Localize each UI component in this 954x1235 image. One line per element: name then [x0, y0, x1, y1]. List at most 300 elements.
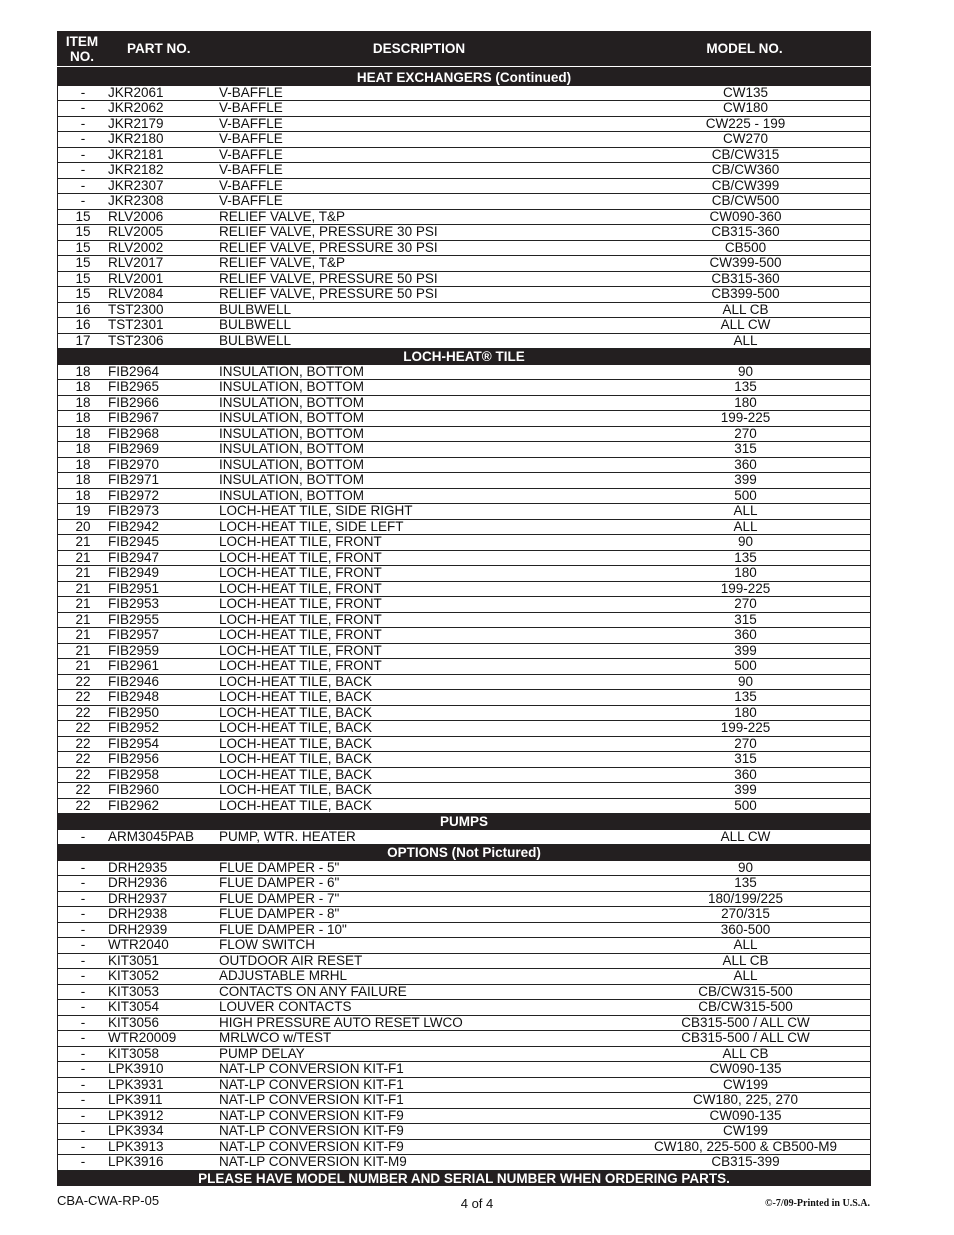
table-row [58, 442, 870, 458]
table-row [58, 628, 870, 644]
description-cell: NAT-LP CONVERSION KIT-F9 [219, 1138, 404, 1154]
part-no-cell: LPK3911 [108, 1092, 163, 1108]
item-no-cell: 18 [75, 379, 91, 395]
model-no-cell: 135 [734, 689, 757, 705]
table-row [58, 396, 870, 412]
item-no-cell: 15 [75, 239, 91, 255]
item-no-cell: - [80, 1138, 86, 1154]
model-no-cell: CW199 [722, 1076, 768, 1092]
part-no-cell: WTR20009 [108, 1030, 177, 1046]
description-cell: V-BAFFLE [219, 146, 283, 162]
description-cell: NAT-LP CONVERSION KIT-F1 [219, 1061, 404, 1077]
description-cell: RELIEF VALVE, PRESSURE 30 PSI [219, 239, 438, 255]
description-cell: LOCH-HEAT TILE, FRONT [219, 565, 382, 581]
model-no-cell: CB/CW360 [711, 162, 780, 178]
model-no-cell: CW090-135 [709, 1061, 782, 1077]
description-cell: V-BAFFLE [219, 115, 283, 131]
table-row [58, 907, 870, 923]
table-row [58, 954, 870, 970]
description-cell: LOCH-HEAT TILE, FRONT [219, 611, 382, 627]
part-no-cell: FIB2973 [108, 503, 160, 519]
part-no-cell: ARM3045PAB [108, 828, 195, 844]
model-no-cell: 360 [734, 766, 757, 782]
part-no-cell: LPK3910 [108, 1061, 164, 1077]
document-code: CBA-CWA-RP-05 [57, 1193, 160, 1208]
description-cell: NAT-LP CONVERSION KIT-F9 [219, 1107, 404, 1123]
item-no-cell: - [80, 952, 86, 968]
model-no-cell: CW199 [722, 1123, 768, 1139]
description-cell: RELIEF VALVE, PRESSURE 30 PSI [219, 224, 438, 240]
description-cell: FLUE DAMPER - 6" [219, 875, 340, 891]
model-no-cell: 399 [734, 782, 757, 798]
item-no-cell: - [80, 1076, 86, 1092]
item-no-cell: - [80, 859, 86, 875]
model-no-cell: 180 [734, 565, 757, 581]
description-cell: ADJUSTABLE MRHL [219, 968, 348, 984]
part-no-cell: JKR2180 [108, 131, 164, 147]
item-no-cell: - [80, 875, 86, 891]
table-row [58, 752, 870, 768]
table-row [58, 504, 870, 520]
item-no-cell: 15 [75, 286, 91, 302]
description-cell: LOCH-HEAT TILE, FRONT [219, 658, 382, 674]
table-row [58, 473, 870, 489]
model-no-cell: 270 [734, 425, 757, 441]
part-no-cell: LPK3931 [108, 1076, 164, 1092]
part-no-cell: FIB2964 [108, 363, 160, 379]
table-row [58, 861, 870, 877]
part-no-cell: FIB2967 [108, 410, 160, 426]
part-no-cell: FIB2959 [108, 642, 160, 658]
model-no-cell: 360 [734, 627, 757, 643]
item-no-cell: 22 [75, 782, 91, 798]
header-part-no: PART NO. [127, 41, 191, 56]
table-row [58, 938, 870, 954]
model-no-cell: 180 [734, 704, 757, 720]
table-row [58, 1047, 870, 1063]
description-cell: PUMP, WTR. HEATER [219, 828, 356, 844]
description-cell: V-BAFFLE [219, 177, 283, 193]
model-no-cell: ALL [733, 937, 758, 953]
part-no-cell: FIB2949 [108, 565, 160, 581]
part-no-cell: JKR2061 [108, 84, 164, 100]
item-no-cell: 15 [75, 224, 91, 240]
table-row [58, 659, 870, 675]
table-row [58, 597, 870, 613]
model-no-cell: 90 [737, 673, 754, 689]
model-no-cell: 135 [734, 379, 757, 395]
model-no-cell: CB/CW500 [711, 193, 780, 209]
model-no-cell: 360-500 [720, 921, 771, 937]
description-cell: NAT-LP CONVERSION KIT-M9 [219, 1154, 407, 1170]
part-no-cell: FIB2961 [108, 658, 160, 674]
item-no-cell: - [80, 1014, 86, 1030]
part-no-cell: JKR2182 [108, 162, 164, 178]
description-cell: LOCH-HEAT TILE, SIDE LEFT [219, 518, 404, 534]
description-cell: CONTACTS ON ANY FAILURE [219, 983, 407, 999]
description-cell: FLUE DAMPER - 10" [219, 921, 347, 937]
table-row [58, 179, 870, 195]
table-row [58, 566, 870, 582]
part-no-cell: TST2301 [108, 317, 164, 333]
description-cell: LOCH-HEAT TILE, BACK [219, 689, 373, 705]
description-cell: MRLWCO w/TEST [219, 1030, 332, 1046]
description-cell: V-BAFFLE [219, 131, 283, 147]
part-no-cell: RLV2002 [108, 239, 164, 255]
item-no-cell: - [80, 115, 86, 131]
part-no-cell: FIB2972 [108, 487, 160, 503]
item-no-cell: 22 [75, 673, 91, 689]
item-no-cell: 21 [75, 534, 91, 550]
description-cell: V-BAFFLE [219, 162, 283, 178]
part-no-cell: RLV2001 [108, 270, 164, 286]
item-no-cell: 22 [75, 766, 91, 782]
table-row [58, 876, 870, 892]
part-no-cell: FIB2966 [108, 394, 160, 410]
table-row [58, 489, 870, 505]
table-row [58, 101, 870, 117]
description-cell: LOCH-HEAT TILE, BACK [219, 797, 373, 813]
part-no-cell: FIB2946 [108, 673, 160, 689]
item-no-cell: 18 [75, 441, 91, 457]
part-no-cell: FIB2952 [108, 720, 160, 736]
table-row [58, 86, 870, 102]
model-no-cell: CB/CW315-500 [698, 999, 793, 1015]
part-no-cell: FIB2962 [108, 797, 160, 813]
model-no-cell: 399 [734, 642, 757, 658]
table-row [58, 241, 870, 257]
model-no-cell: 315 [734, 611, 757, 627]
item-no-cell: 15 [75, 270, 91, 286]
item-no-cell: - [80, 937, 86, 953]
item-no-cell: - [80, 146, 86, 162]
description-cell: OUTDOOR AIR RESET [219, 952, 363, 968]
model-no-cell: 135 [734, 875, 757, 891]
description-cell: INSULATION, BOTTOM [219, 394, 365, 410]
model-no-cell: 180 [734, 394, 757, 410]
part-no-cell: FIB2970 [108, 456, 160, 472]
description-cell: FLUE DAMPER - 8" [219, 906, 340, 922]
table-row [58, 706, 870, 722]
model-no-cell: CB315-360 [711, 270, 780, 286]
description-cell: RELIEF VALVE, PRESSURE 50 PSI [219, 286, 438, 302]
item-no-cell: 17 [75, 332, 91, 348]
model-no-cell: 270/315 [721, 906, 770, 922]
table-row [58, 799, 870, 815]
table-row [58, 427, 870, 443]
item-no-cell: - [80, 177, 86, 193]
part-no-cell: FIB2968 [108, 425, 160, 441]
table-row [58, 737, 870, 753]
model-no-cell: CW180, 225, 270 [692, 1092, 799, 1108]
table-row [58, 458, 870, 474]
description-cell: LOCH-HEAT TILE, FRONT [219, 596, 382, 612]
model-no-cell: 90 [737, 363, 754, 379]
item-no-cell: 16 [75, 317, 91, 333]
part-no-cell: JKR2307 [108, 177, 164, 193]
table-row [58, 551, 870, 567]
item-no-cell: - [80, 1123, 86, 1139]
description-cell: LOCH-HEAT TILE, BACK [219, 735, 373, 751]
model-no-cell: CW180 [722, 100, 768, 116]
part-no-cell: LPK3913 [108, 1138, 164, 1154]
description-cell: BULBWELL [219, 301, 292, 317]
table-row [58, 334, 870, 350]
description-cell: INSULATION, BOTTOM [219, 363, 365, 379]
table-row [58, 582, 870, 598]
model-no-cell: CB/CW399 [711, 177, 780, 193]
item-no-cell: 22 [75, 704, 91, 720]
table-row [58, 923, 870, 939]
table-row [58, 535, 870, 551]
model-no-cell: CW090-135 [709, 1107, 782, 1123]
item-no-cell: 22 [75, 735, 91, 751]
part-no-cell: JKR2308 [108, 193, 164, 209]
item-no-cell: - [80, 1154, 86, 1170]
item-no-cell: - [80, 131, 86, 147]
item-no-cell: 21 [75, 549, 91, 565]
table-row [58, 830, 870, 846]
item-no-cell: 21 [75, 627, 91, 643]
description-cell: LOCH-HEAT TILE, BACK [219, 766, 373, 782]
model-no-cell: ALL CB [722, 301, 769, 317]
table-row [58, 1155, 870, 1171]
part-no-cell: RLV2084 [108, 286, 164, 302]
model-no-cell: 90 [737, 859, 754, 875]
model-no-cell: 199-225 [720, 580, 771, 596]
description-cell: LOCH-HEAT TILE, BACK [219, 782, 373, 798]
item-no-cell: 18 [75, 487, 91, 503]
part-no-cell: FIB2942 [108, 518, 160, 534]
model-no-cell: CW135 [722, 84, 768, 100]
item-no-cell: 22 [75, 751, 91, 767]
item-no-cell: - [80, 162, 86, 178]
item-no-cell: - [80, 1030, 86, 1046]
section-header: PUMPS [58, 814, 870, 830]
section-header: LOCH-HEAT® TILE [58, 349, 870, 365]
model-no-cell: 199-225 [720, 410, 771, 426]
part-no-cell: KIT3054 [108, 999, 160, 1015]
section-header: OPTIONS (Not Pictured) [58, 845, 870, 861]
table-row [58, 1000, 870, 1016]
part-no-cell: FIB2958 [108, 766, 160, 782]
model-no-cell: CB315-360 [711, 224, 780, 240]
model-no-cell: CB315-500 / ALL CW [681, 1030, 810, 1046]
item-no-cell: 21 [75, 580, 91, 596]
item-no-cell: - [80, 1107, 86, 1123]
description-cell: V-BAFFLE [219, 193, 283, 209]
part-no-cell: FIB2953 [108, 596, 160, 612]
part-no-cell: KIT3058 [108, 1045, 160, 1061]
description-cell: INSULATION, BOTTOM [219, 472, 365, 488]
part-no-cell: DRH2938 [108, 906, 168, 922]
item-no-cell: 22 [75, 689, 91, 705]
table-row [58, 783, 870, 799]
table-row [58, 985, 870, 1001]
part-no-cell: DRH2935 [108, 859, 168, 875]
part-no-cell: JKR2179 [108, 115, 164, 131]
part-no-cell: DRH2939 [108, 921, 168, 937]
model-no-cell: ALL CW [720, 828, 771, 844]
item-no-cell: - [80, 906, 86, 922]
part-no-cell: DRH2936 [108, 875, 168, 891]
item-no-cell: 15 [75, 208, 91, 224]
header-item-no: ITEM NO. [65, 33, 99, 64]
table-row [58, 287, 870, 303]
model-no-cell: 500 [734, 797, 757, 813]
part-no-cell: RLV2017 [108, 255, 164, 271]
item-no-cell: - [80, 983, 86, 999]
item-no-cell: - [80, 999, 86, 1015]
model-no-cell: 199-225 [720, 720, 771, 736]
model-no-cell: 270 [734, 735, 757, 751]
table-header [57, 31, 871, 67]
part-no-cell: DRH2937 [108, 890, 168, 906]
item-no-cell: - [80, 1045, 86, 1061]
table-row [58, 163, 870, 179]
table-row [58, 892, 870, 908]
description-cell: RELIEF VALVE, PRESSURE 50 PSI [219, 270, 438, 286]
table-row [58, 272, 870, 288]
model-no-cell: 135 [734, 549, 757, 565]
model-no-cell: CB500 [724, 239, 767, 255]
table-body [57, 70, 871, 1171]
table-row [58, 411, 870, 427]
table-row [58, 256, 870, 272]
part-no-cell: FIB2950 [108, 704, 160, 720]
part-no-cell: FIB2971 [108, 472, 160, 488]
part-no-cell: LPK3916 [108, 1154, 164, 1170]
part-no-cell: TST2306 [108, 332, 164, 348]
table-row [58, 148, 870, 164]
part-no-cell: FIB2945 [108, 534, 160, 550]
description-cell: LOCH-HEAT TILE, FRONT [219, 549, 382, 565]
table-row [58, 1078, 870, 1094]
model-no-cell: CB/CW315-500 [698, 983, 793, 999]
part-no-cell: KIT3053 [108, 983, 160, 999]
item-no-cell: 18 [75, 410, 91, 426]
description-cell: HIGH PRESSURE AUTO RESET LWCO [219, 1014, 463, 1030]
print-info: ©-7/09-Printed in U.S.A. [765, 1198, 870, 1209]
description-cell: NAT-LP CONVERSION KIT-F9 [219, 1123, 404, 1139]
description-cell: LOCH-HEAT TILE, FRONT [219, 580, 382, 596]
table-row [58, 969, 870, 985]
item-no-cell: 18 [75, 456, 91, 472]
item-no-cell: 21 [75, 596, 91, 612]
part-no-cell: LPK3934 [108, 1123, 164, 1139]
model-no-cell: ALL CW [720, 317, 771, 333]
description-cell: NAT-LP CONVERSION KIT-F1 [219, 1092, 404, 1108]
item-no-cell: 16 [75, 301, 91, 317]
ordering-notice: PLEASE HAVE MODEL NUMBER AND SERIAL NUMBER WHEN ORDERING PARTS. [57, 1171, 871, 1187]
part-no-cell: FIB2965 [108, 379, 160, 395]
model-no-cell: CW270 [722, 131, 768, 147]
part-no-cell: KIT3052 [108, 968, 160, 984]
description-cell: FLUE DAMPER - 7" [219, 890, 340, 906]
item-no-cell: 22 [75, 797, 91, 813]
model-no-cell: 399 [734, 472, 757, 488]
part-no-cell: JKR2181 [108, 146, 164, 162]
item-no-cell: - [80, 84, 86, 100]
table-row [58, 303, 870, 319]
page-number: 4 of 4 [460, 1196, 494, 1211]
model-no-cell: CW180, 225-500 & CB500-M9 [653, 1138, 838, 1154]
table-row [58, 380, 870, 396]
item-no-cell: 18 [75, 394, 91, 410]
model-no-cell: ALL CB [722, 1045, 769, 1061]
description-cell: INSULATION, BOTTOM [219, 441, 365, 457]
part-no-cell: FIB2947 [108, 549, 160, 565]
description-cell: BULBWELL [219, 317, 292, 333]
part-no-cell: FIB2960 [108, 782, 160, 798]
item-no-cell: 21 [75, 658, 91, 674]
description-cell: LOCH-HEAT TILE, FRONT [219, 534, 382, 550]
model-no-cell: ALL [733, 518, 758, 534]
table-row [58, 675, 870, 691]
part-no-cell: FIB2957 [108, 627, 160, 643]
table-row [58, 117, 870, 133]
description-cell: LOCH-HEAT TILE, SIDE RIGHT [219, 503, 413, 519]
part-no-cell: FIB2955 [108, 611, 160, 627]
item-no-cell: - [80, 828, 86, 844]
model-no-cell: ALL [733, 968, 758, 984]
table-row [58, 768, 870, 784]
description-cell: LOCH-HEAT TILE, FRONT [219, 627, 382, 643]
description-cell: INSULATION, BOTTOM [219, 410, 365, 426]
model-no-cell: ALL CB [722, 952, 769, 968]
item-no-cell: - [80, 193, 86, 209]
table-row [58, 1124, 870, 1140]
part-no-cell: KIT3051 [108, 952, 160, 968]
item-no-cell: - [80, 921, 86, 937]
model-no-cell: CB315-500 / ALL CW [681, 1014, 810, 1030]
description-cell: INSULATION, BOTTOM [219, 487, 365, 503]
description-cell: V-BAFFLE [219, 100, 283, 116]
part-no-cell: FIB2951 [108, 580, 160, 596]
item-no-cell: - [80, 100, 86, 116]
description-cell: LOCH-HEAT TILE, BACK [219, 704, 373, 720]
part-no-cell: LPK3912 [108, 1107, 164, 1123]
item-no-cell: 15 [75, 255, 91, 271]
description-cell: RELIEF VALVE, T&P [219, 255, 346, 271]
part-no-cell: FIB2956 [108, 751, 160, 767]
item-no-cell: 19 [75, 503, 91, 519]
description-cell: LOCH-HEAT TILE, BACK [219, 673, 373, 689]
description-cell: V-BAFFLE [219, 84, 283, 100]
table-row [58, 721, 870, 737]
description-cell: LOCH-HEAT TILE, FRONT [219, 642, 382, 658]
table-row [58, 1093, 870, 1109]
parts-table [57, 31, 871, 1186]
header-description: DESCRIPTION [372, 41, 466, 56]
table-row [58, 690, 870, 706]
item-no-cell: 18 [75, 472, 91, 488]
model-no-cell: 315 [734, 751, 757, 767]
model-no-cell: ALL [733, 503, 758, 519]
description-cell: INSULATION, BOTTOM [219, 379, 365, 395]
item-no-cell: - [80, 968, 86, 984]
item-no-cell: - [80, 890, 86, 906]
model-no-cell: 90 [737, 534, 754, 550]
description-cell: PUMP DELAY [219, 1045, 305, 1061]
table-row [58, 613, 870, 629]
item-no-cell: 21 [75, 642, 91, 658]
description-cell: INSULATION, BOTTOM [219, 425, 365, 441]
table-row [58, 365, 870, 381]
part-no-cell: FIB2954 [108, 735, 160, 751]
description-cell: LOCH-HEAT TILE, BACK [219, 751, 373, 767]
description-cell: NAT-LP CONVERSION KIT-F1 [219, 1076, 404, 1092]
